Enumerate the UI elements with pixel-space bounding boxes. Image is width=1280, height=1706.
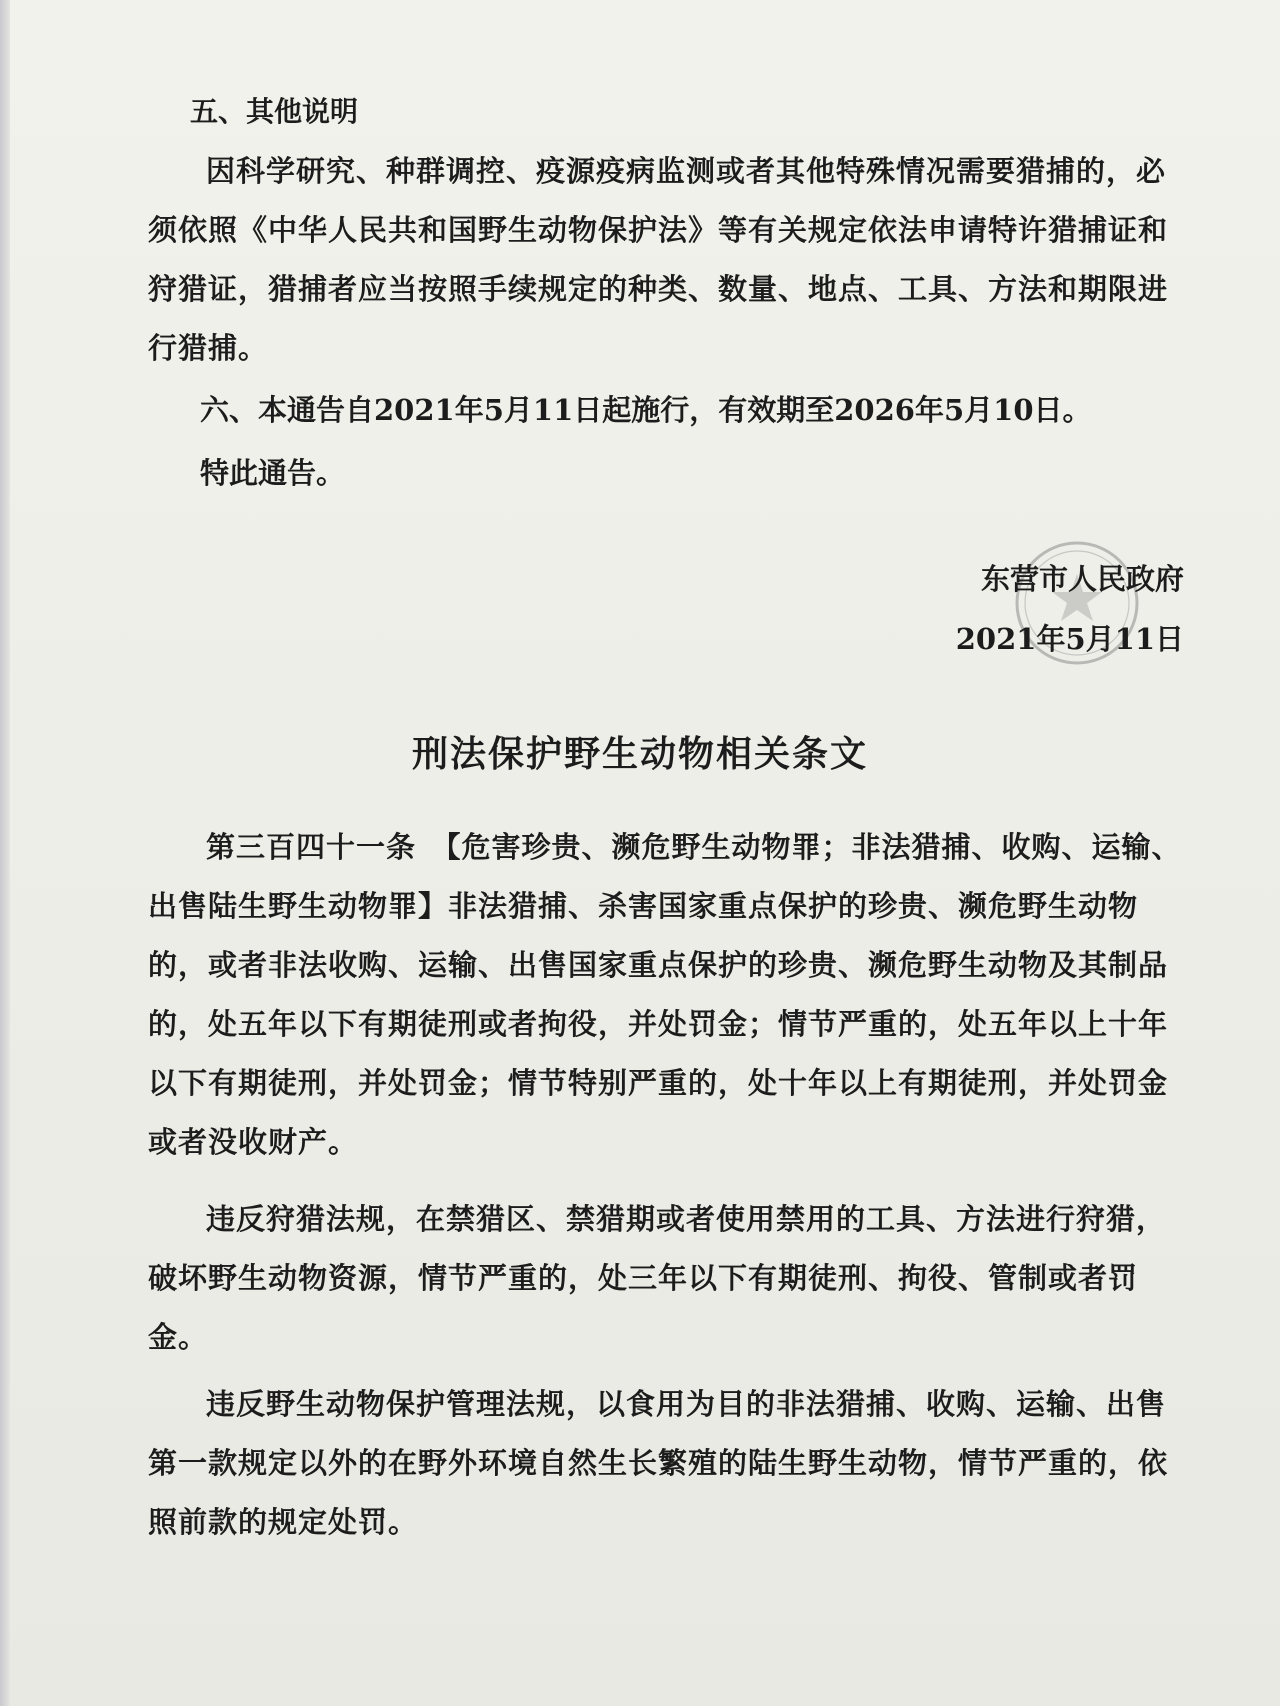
section-5-body: 因科学研究、种群调控、疫源疫病监测或者其他特殊情况需要猎捕的，必须依照《中华人民共和国野生动物保护法》等有关规定依法申请特许猎捕证和狩猎证，猎捕者应当按照手续规定的种类、数量、地点、工具、方法和期限进行猎捕。 bbox=[148, 154, 1169, 365]
issue-date: 2021年5月11日 bbox=[955, 622, 1184, 656]
section-5-heading: 五、其他说明 bbox=[190, 95, 359, 128]
issuer-name: 东营市人民政府 bbox=[980, 562, 1184, 596]
section-6-text: 六、本通告自2021年5月11日起施行，有效期至2026年5月10日。 bbox=[200, 393, 1092, 427]
law-paragraph-2: 违反狩猎法规，在禁猎区、禁猎期或者使用禁用的工具、方法进行狩猎，破坏野生动物资源，情节严重的，处三年以下有期徒刑、拘役、管制或者罚金。 bbox=[148, 1202, 1167, 1354]
law-article-341: 第三百四十一条 【危害珍贵、濒危野生动物罪；非法猎捕、收购、运输、出售陆生野生动物罪】非法猎捕、杀害国家重点保护的珍贵、濒危野生动物的，或者非法收购、运输、出售国家重点保护的珍贵、濒危野生动物及其制品的，处五年以下有期徒刑或者拘役，并处罚金；情节严重的，处五年以上十年以下有期徒刑，并处罚金；情节特别严重的，处十年以上有期徒刑，并处罚金或者没收财产。 bbox=[148, 830, 1182, 1159]
law-section-title: 刑法保护野生动物相关条文 bbox=[411, 734, 868, 775]
page-gutter-shadow bbox=[0, 0, 10, 1706]
law-paragraph-3: 违反野生动物保护管理法规，以食用为目的非法猎捕、收购、运输、出售第一款规定以外的在野外环境自然生长繁殖的陆生野生动物，情节严重的，依照前款的规定处罚。 bbox=[148, 1387, 1169, 1539]
closing-text: 特此通告。 bbox=[200, 456, 346, 490]
